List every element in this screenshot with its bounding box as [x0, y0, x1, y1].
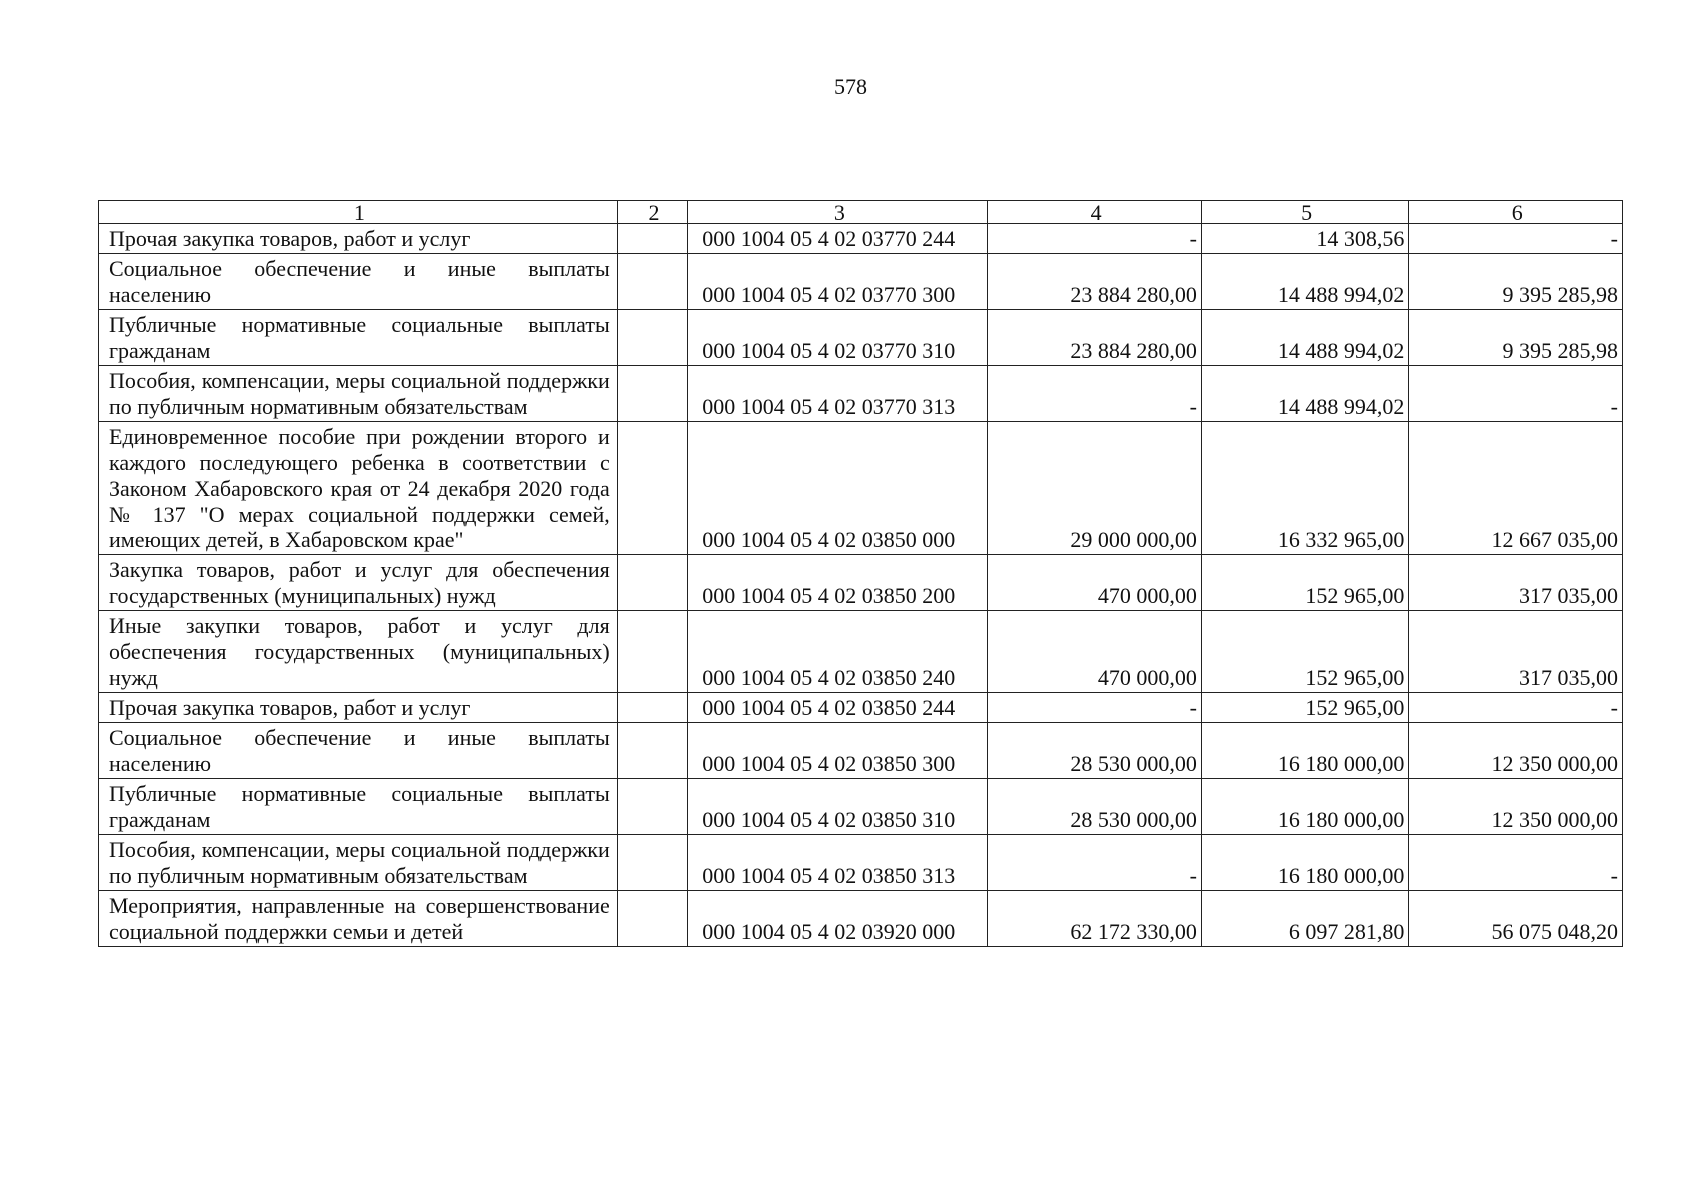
amount-col5: 16 332 965,00: [1201, 421, 1408, 555]
amount-col5: 14 488 994,02: [1201, 253, 1408, 309]
budget-code: 000 1004 05 4 02 03850 244: [688, 693, 988, 723]
amount-col6: 317 035,00: [1409, 555, 1623, 611]
budget-code: 000 1004 05 4 02 03850 310: [688, 779, 988, 835]
amount-col4: 470 000,00: [988, 611, 1202, 693]
item-name: Закупка товаров, работ и услуг для обеспечения государственных (муниципальных) нужд: [99, 555, 618, 611]
amount-col5: 152 965,00: [1201, 693, 1408, 723]
amount-col4: 470 000,00: [988, 555, 1202, 611]
amount-col4: 23 884 280,00: [988, 253, 1202, 309]
amount-col6: 317 035,00: [1409, 611, 1623, 693]
amount-col5: 14 488 994,02: [1201, 309, 1408, 365]
amount-col5: 6 097 281,80: [1201, 890, 1408, 946]
header-cell: 5: [1201, 201, 1408, 224]
item-name: Прочая закупка товаров, работ и услуг: [99, 224, 618, 254]
amount-col6: -: [1409, 365, 1623, 421]
column-2-cell: [617, 890, 688, 946]
amount-col6: 9 395 285,98: [1409, 253, 1623, 309]
amount-col4: -: [988, 693, 1202, 723]
amount-col5: 16 180 000,00: [1201, 834, 1408, 890]
amount-col6: -: [1409, 693, 1623, 723]
column-2-cell: [617, 611, 688, 693]
item-name: Мероприятия, направленные на совершенствование социальной поддержки семьи и детей: [99, 890, 618, 946]
item-name: Пособия, компенсации, меры социальной поддержки по публичным нормативным обязательствам: [99, 834, 618, 890]
column-2-cell: [617, 309, 688, 365]
budget-code: 000 1004 05 4 02 03770 310: [688, 309, 988, 365]
amount-col4: 29 000 000,00: [988, 421, 1202, 555]
budget-code: 000 1004 05 4 02 03850 000: [688, 421, 988, 555]
column-2-cell: [617, 555, 688, 611]
budget-code: 000 1004 05 4 02 03770 300: [688, 253, 988, 309]
amount-col6: 12 350 000,00: [1409, 723, 1623, 779]
budget-code: 000 1004 05 4 02 03850 240: [688, 611, 988, 693]
amount-col4: 23 884 280,00: [988, 309, 1202, 365]
table-row: [99, 365, 1623, 421]
table-row: [99, 309, 1623, 365]
item-name: Социальное обеспечение и иные выплаты населению: [99, 253, 618, 309]
column-2-cell: [617, 365, 688, 421]
amount-col5: 152 965,00: [1201, 611, 1408, 693]
header-cell: 3: [688, 201, 988, 224]
item-name: Иные закупки товаров, работ и услуг для обеспечения государственных (муниципальных) нужд: [99, 611, 618, 693]
amount-col4: 28 530 000,00: [988, 779, 1202, 835]
table-body: [99, 224, 1623, 947]
budget-code: 000 1004 05 4 02 03850 200: [688, 555, 988, 611]
table-row: [99, 693, 1623, 723]
amount-col4: -: [988, 365, 1202, 421]
amount-col5: 14 488 994,02: [1201, 365, 1408, 421]
table-row: [99, 611, 1623, 693]
table-row: [99, 723, 1623, 779]
header-cell: 6: [1409, 201, 1623, 224]
column-2-cell: [617, 723, 688, 779]
budget-code: 000 1004 05 4 02 03770 313: [688, 365, 988, 421]
amount-col4: 28 530 000,00: [988, 723, 1202, 779]
amount-col6: 56 075 048,20: [1409, 890, 1623, 946]
item-name: Пособия, компенсации, меры социальной поддержки по публичным нормативным обязательствам: [99, 365, 618, 421]
amount-col5: 152 965,00: [1201, 555, 1408, 611]
column-2-cell: [617, 224, 688, 254]
table-row: [99, 890, 1623, 946]
table-row: [99, 779, 1623, 835]
amount-col5: 16 180 000,00: [1201, 723, 1408, 779]
budget-table: [98, 200, 1623, 947]
column-2-cell: [617, 693, 688, 723]
column-2-cell: [617, 253, 688, 309]
table-header: [99, 201, 1623, 224]
amount-col5: 16 180 000,00: [1201, 779, 1408, 835]
item-name: Публичные нормативные социальные выплаты гражданам: [99, 779, 618, 835]
table-row: [99, 224, 1623, 254]
item-name: Социальное обеспечение и иные выплаты населению: [99, 723, 618, 779]
amount-col6: -: [1409, 224, 1623, 254]
item-name: Единовременное пособие при рождении второго и каждого последующего ребенка в соответствии с Законом Хабаровского края от 24 декабря 2020 года № 137 "О мерах социальной поддержки семей, имеющих детей, в Хабаровском крае": [99, 421, 618, 555]
amount-col4: -: [988, 224, 1202, 254]
header-cell: 2: [617, 201, 688, 224]
header-row: [99, 201, 1623, 224]
table-row: [99, 421, 1623, 555]
budget-code: 000 1004 05 4 02 03770 244: [688, 224, 988, 254]
amount-col6: 9 395 285,98: [1409, 309, 1623, 365]
table-row: [99, 555, 1623, 611]
column-2-cell: [617, 421, 688, 555]
table-row: [99, 834, 1623, 890]
header-cell: 1: [99, 201, 618, 224]
amount-col6: -: [1409, 834, 1623, 890]
page-number: 578: [834, 74, 867, 99]
amount-col4: 62 172 330,00: [988, 890, 1202, 946]
amount-col6: 12 350 000,00: [1409, 779, 1623, 835]
budget-code: 000 1004 05 4 02 03920 000: [688, 890, 988, 946]
budget-code: 000 1004 05 4 02 03850 313: [688, 834, 988, 890]
table-row: [99, 253, 1623, 309]
amount-col4: -: [988, 834, 1202, 890]
item-name: Публичные нормативные социальные выплаты гражданам: [99, 309, 618, 365]
amount-col5: 14 308,56: [1201, 224, 1408, 254]
amount-col6: 12 667 035,00: [1409, 421, 1623, 555]
item-name: Прочая закупка товаров, работ и услуг: [99, 693, 618, 723]
column-2-cell: [617, 779, 688, 835]
header-cell: 4: [988, 201, 1202, 224]
column-2-cell: [617, 834, 688, 890]
budget-code: 000 1004 05 4 02 03850 300: [688, 723, 988, 779]
